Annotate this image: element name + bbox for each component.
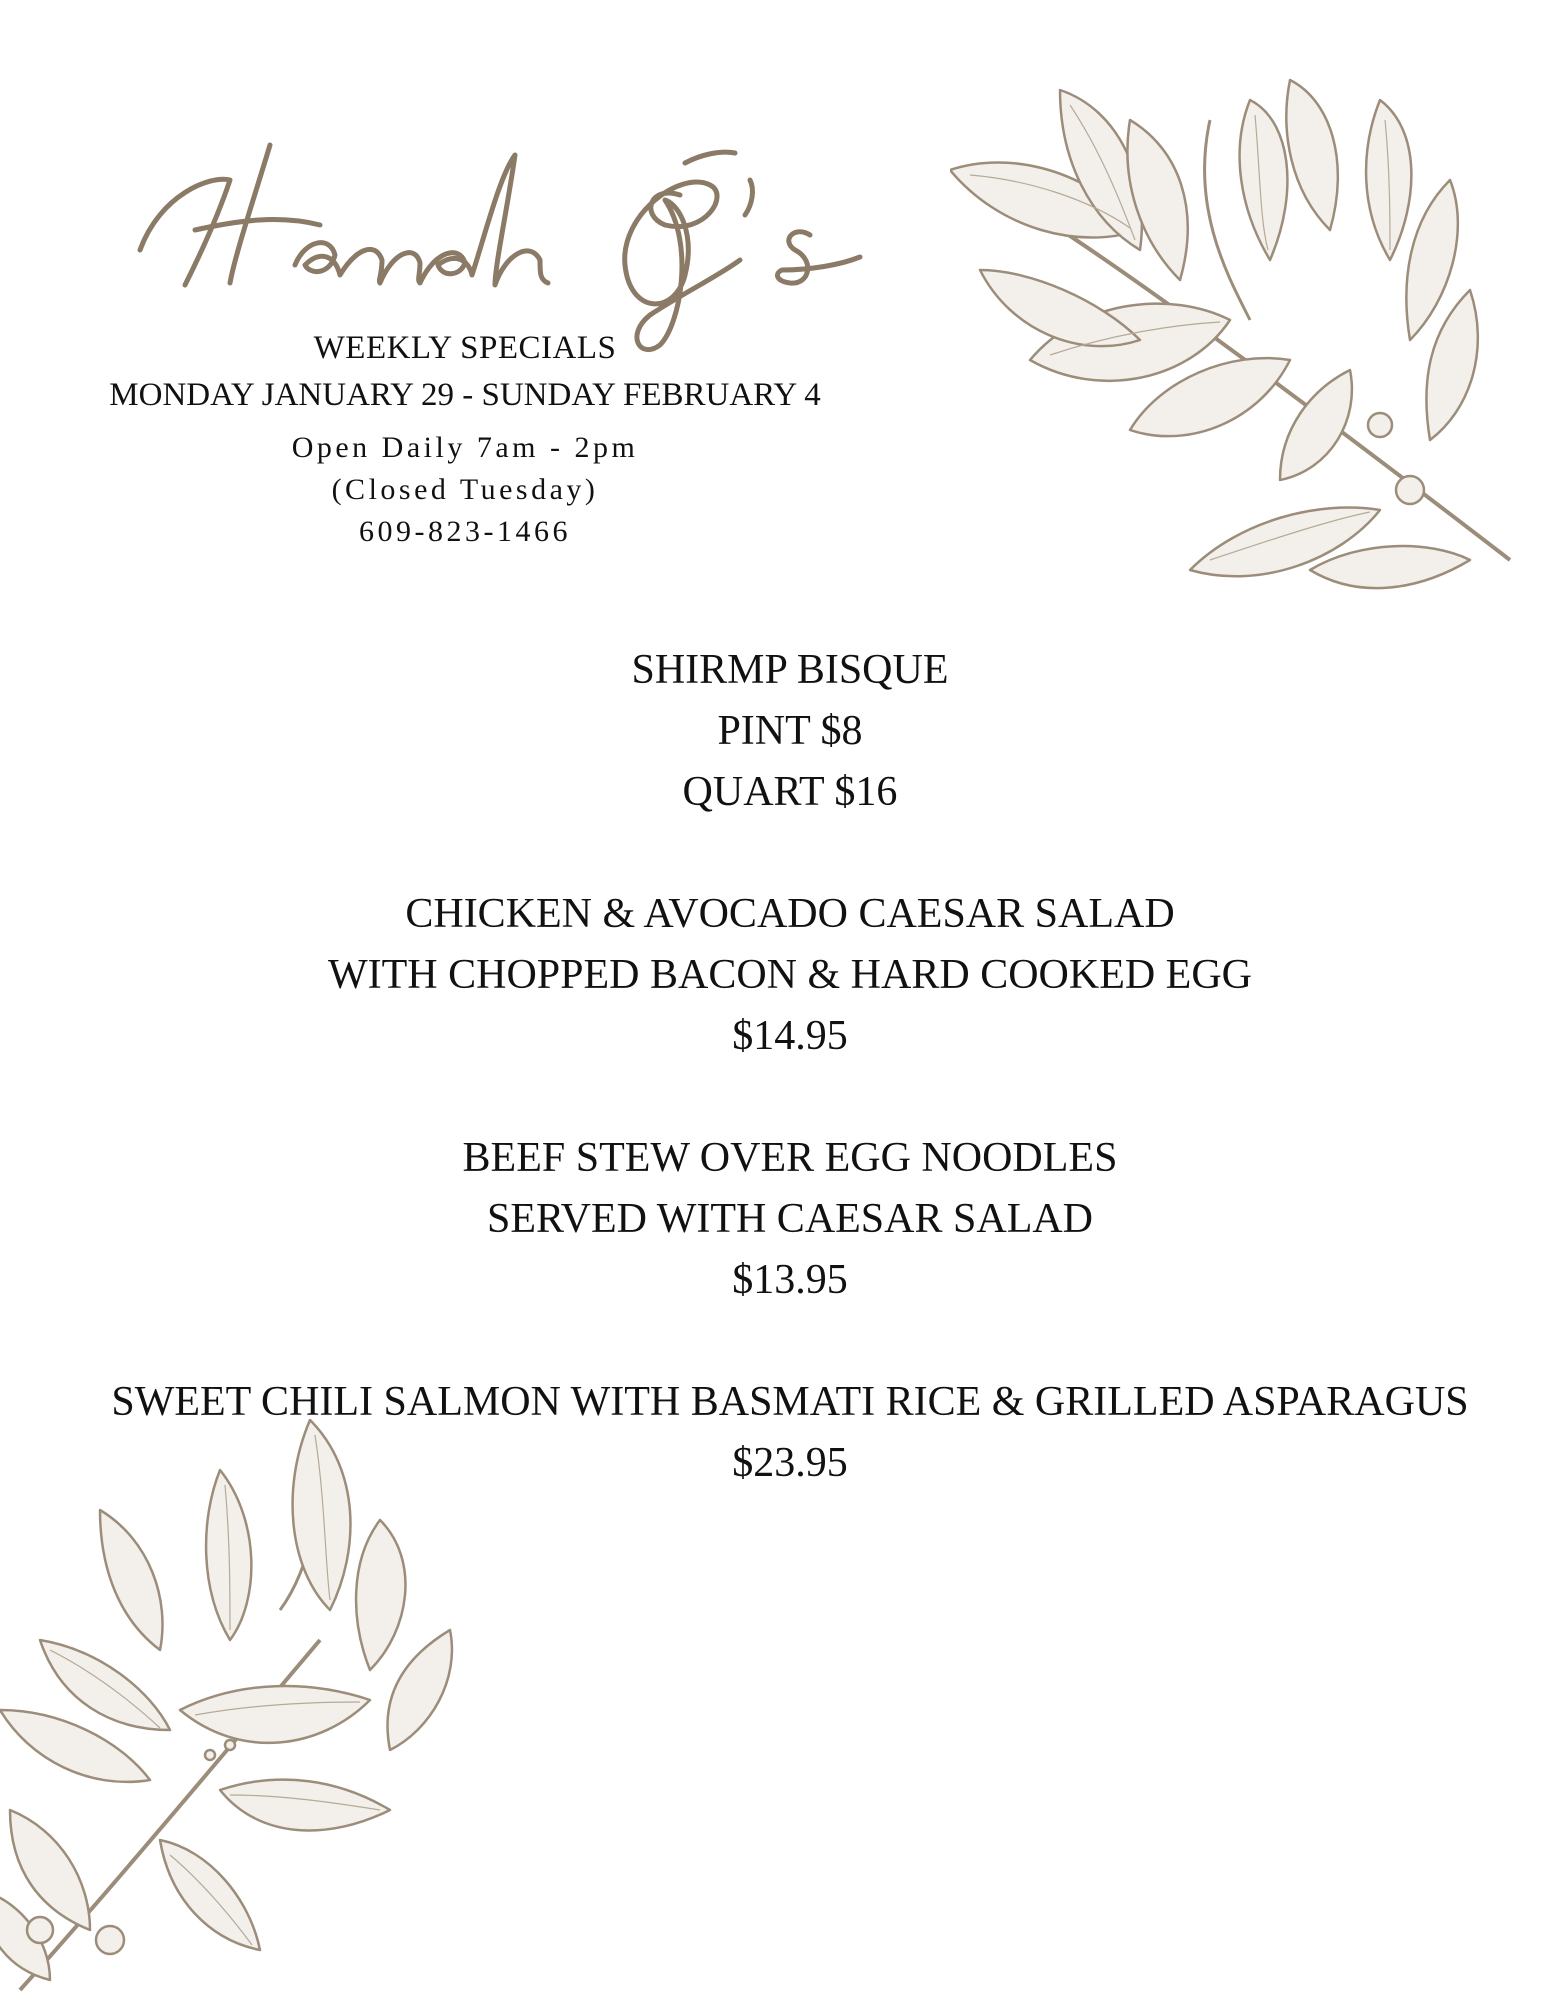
menu-item-price: $23.95	[732, 1440, 848, 1486]
menu-item-shrimp-bisque	[0, 640, 1545, 823]
menu-item-price: QUART $16	[682, 769, 898, 815]
menu-item-title: CHICKEN & AVOCADO CAESAR SALAD	[405, 891, 1175, 937]
date-range: MONDAY JANUARY 29 - SUNDAY FEBRUARY 4	[109, 377, 821, 413]
menu-item-description: WITH CHOPPED BACON & HARD COOKED EGG	[328, 952, 1252, 998]
menu-item-title: SWEET CHILI SALMON WITH BASMATI RICE & GRILLED ASPARAGUS	[111, 1379, 1469, 1425]
menu-item-title: SHIRMP BISQUE	[631, 647, 949, 693]
menu-item-price: $14.95	[732, 1013, 848, 1059]
weekly-specials-heading: WEEKLY SPECIALS	[313, 330, 617, 366]
leaf-branch-icon	[950, 60, 1530, 600]
logo-script-wordmark	[120, 125, 890, 355]
menu-item-caesar-salad	[0, 884, 1545, 1067]
menu-item-price: PINT $8	[717, 708, 863, 754]
menu-item-beef-stew	[0, 1128, 1545, 1311]
leaf-branch-icon	[0, 1410, 500, 2000]
restaurant-logo	[120, 125, 890, 355]
menu-item-description: SERVED WITH CAESAR SALAD	[486, 1196, 1094, 1242]
closed-day-note: (Closed Tuesday)	[331, 473, 599, 506]
opening-hours: Open Daily 7am - 2pm	[291, 431, 639, 464]
phone-number: 609-823-1466	[359, 515, 571, 548]
menu-item-title: BEEF STEW OVER EGG NOODLES	[462, 1135, 1118, 1181]
menu-item-price: $13.95	[732, 1257, 848, 1303]
